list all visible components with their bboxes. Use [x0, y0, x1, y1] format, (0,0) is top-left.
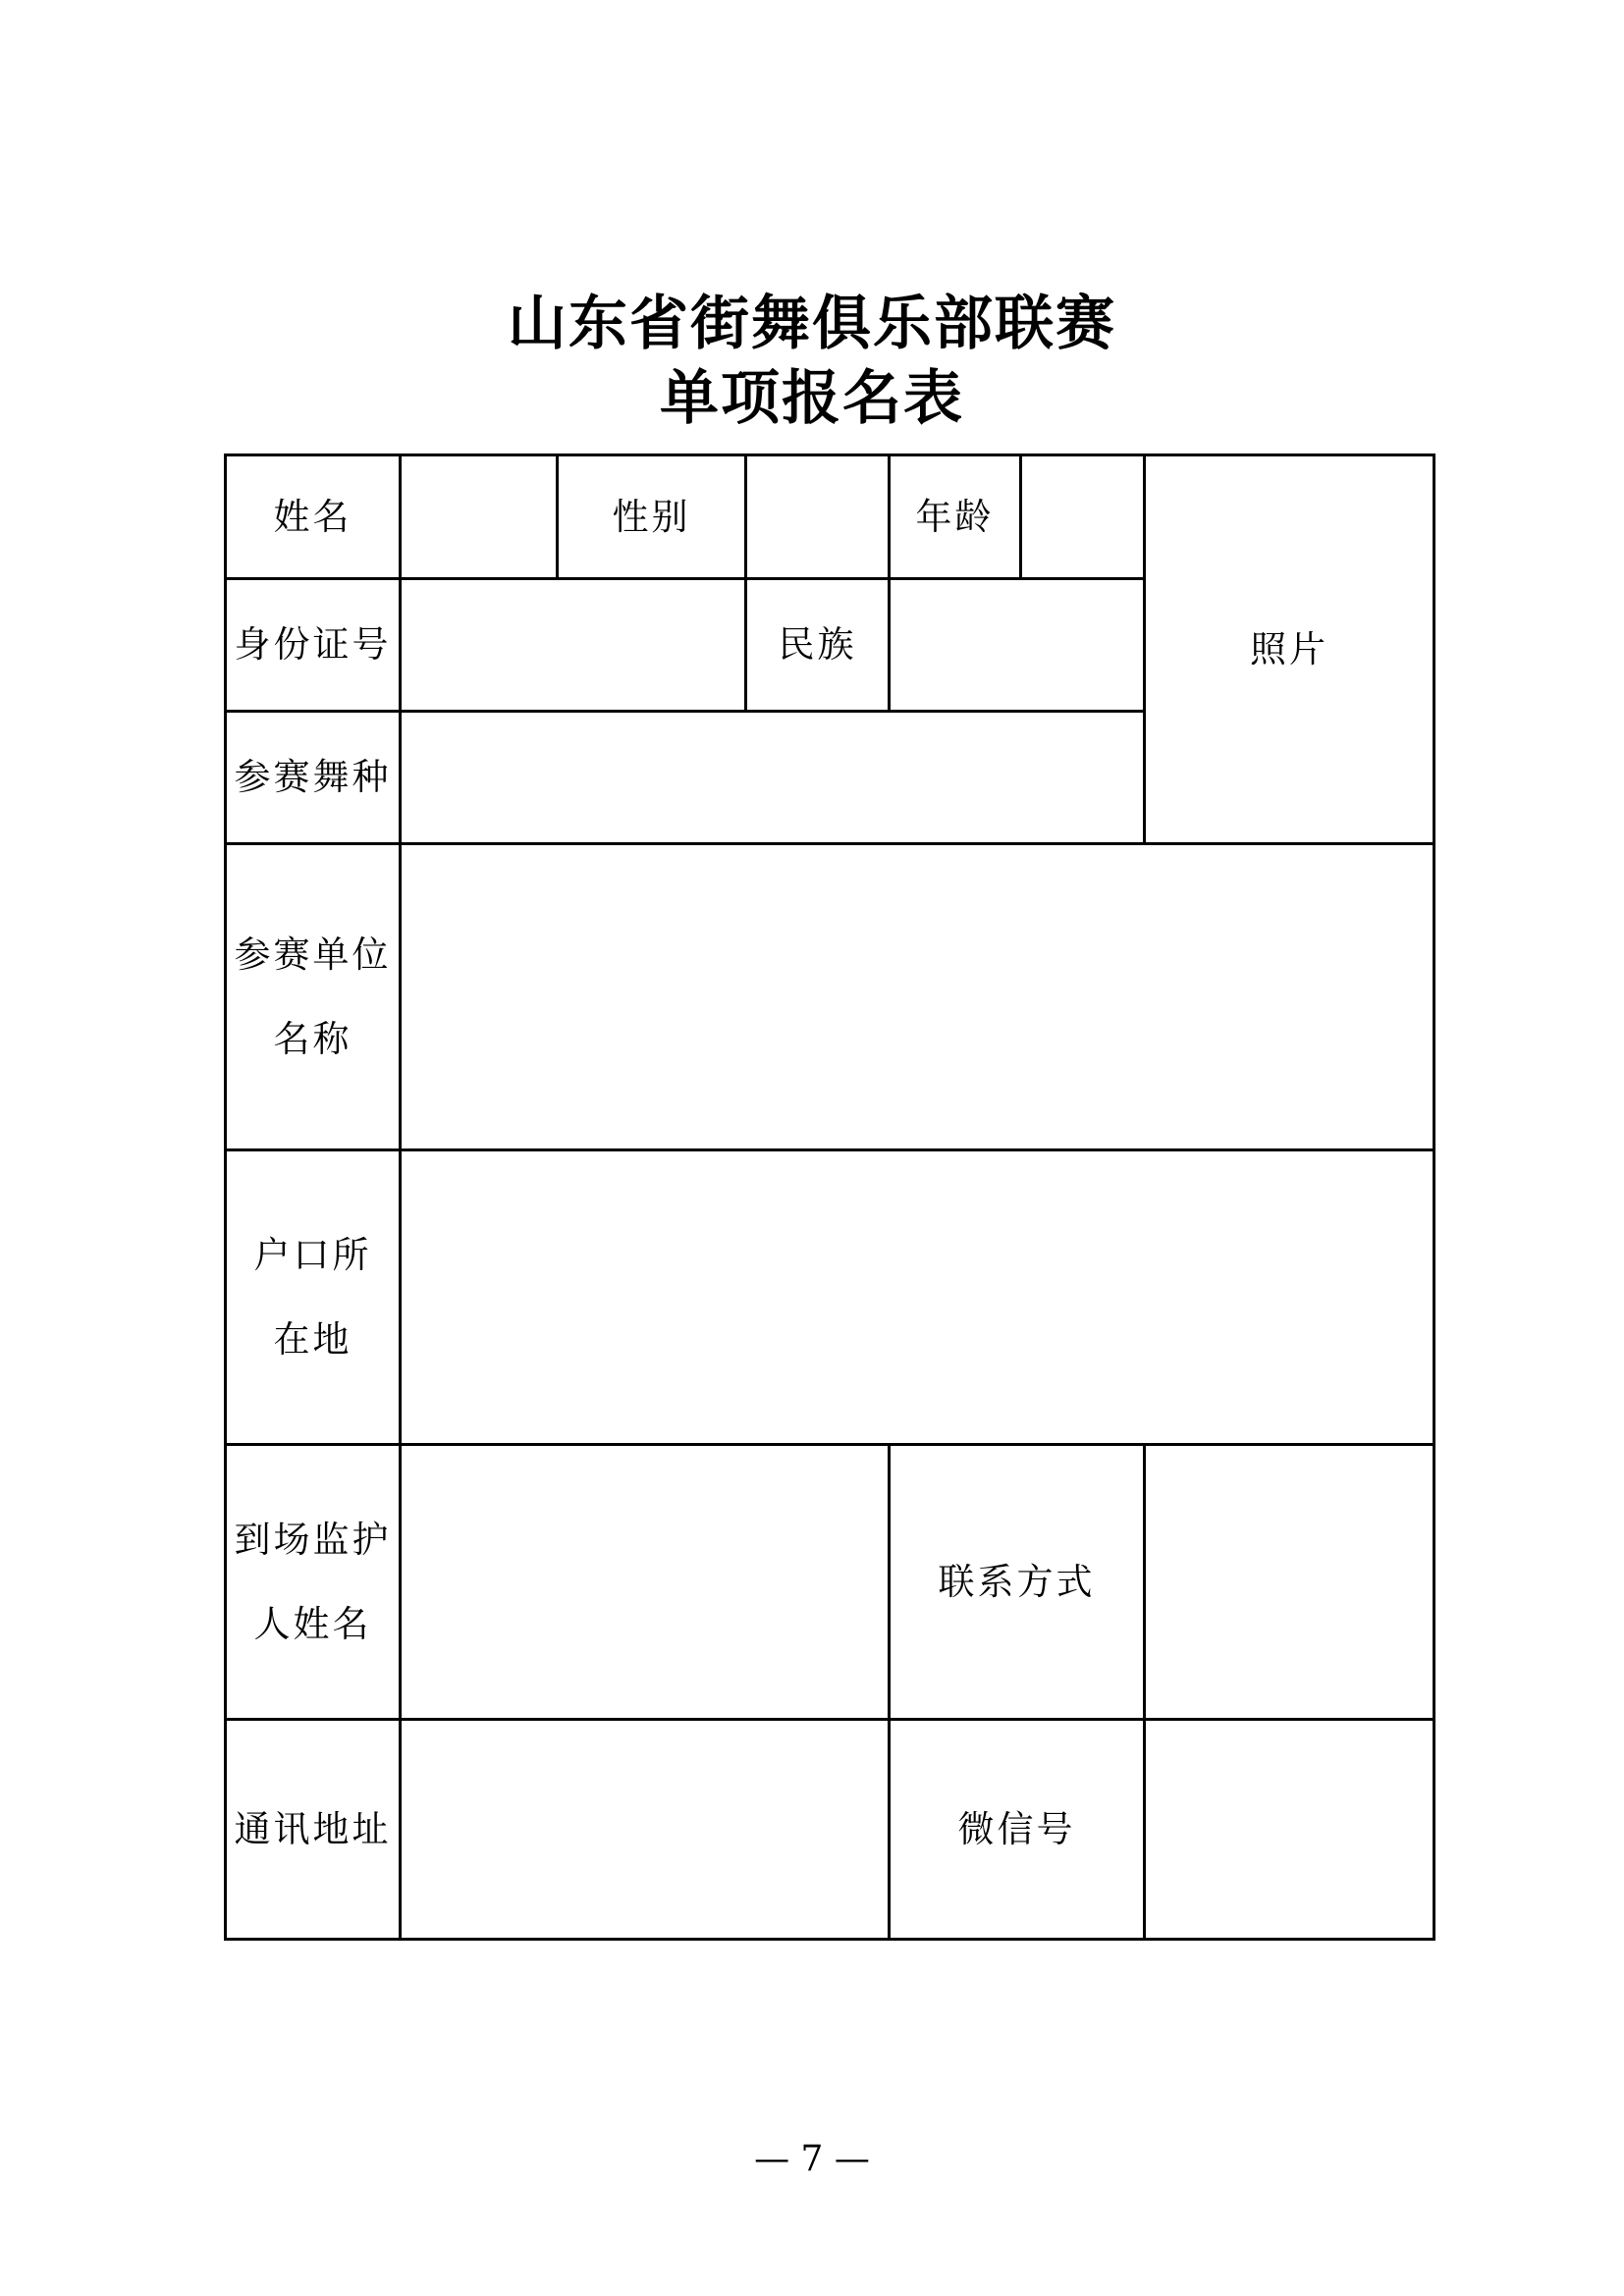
unit-name-label: 参赛单位 名称 [234, 933, 392, 1060]
table-border-right [1433, 454, 1435, 1941]
registration-form-table [224, 454, 1435, 1942]
page-number: — 7 — [754, 2139, 870, 2179]
table-border-bottom [224, 1938, 1435, 1941]
dance-style-label: 参赛舞种 [234, 756, 392, 798]
guardian-field[interactable] [402, 1446, 888, 1718]
id-number-field[interactable] [402, 580, 744, 710]
name-field[interactable] [402, 456, 556, 577]
contact-field[interactable] [1146, 1446, 1433, 1718]
id-number-label: 身份证号 [234, 623, 392, 666]
unit-name-field[interactable] [402, 845, 1433, 1148]
gender-field[interactable] [747, 456, 888, 577]
age-field[interactable] [1022, 456, 1143, 577]
age-label: 年龄 [915, 495, 995, 538]
household-label: 户口所 在地 [253, 1233, 372, 1361]
gender-label: 性别 [612, 495, 691, 538]
contact-label: 联系方式 [938, 1560, 1096, 1603]
guardian-label: 到场监护 人姓名 [234, 1518, 392, 1645]
address-label: 通讯地址 [234, 1807, 392, 1850]
name-label: 姓名 [273, 495, 352, 538]
dance-style-field[interactable] [402, 713, 1143, 842]
household-field[interactable] [402, 1151, 1433, 1443]
address-field[interactable] [402, 1721, 888, 1938]
ethnicity-label: 民族 [778, 623, 857, 666]
ethnicity-field[interactable] [891, 580, 1143, 710]
wechat-label: 微信号 [957, 1807, 1076, 1850]
wechat-field[interactable] [1146, 1721, 1433, 1938]
photo-area[interactable]: 照片 [1250, 627, 1328, 670]
form-title-line-1: 山东省街舞俱乐部联赛 [508, 290, 1116, 358]
form-title-line-2: 单项报名表 [660, 364, 964, 433]
